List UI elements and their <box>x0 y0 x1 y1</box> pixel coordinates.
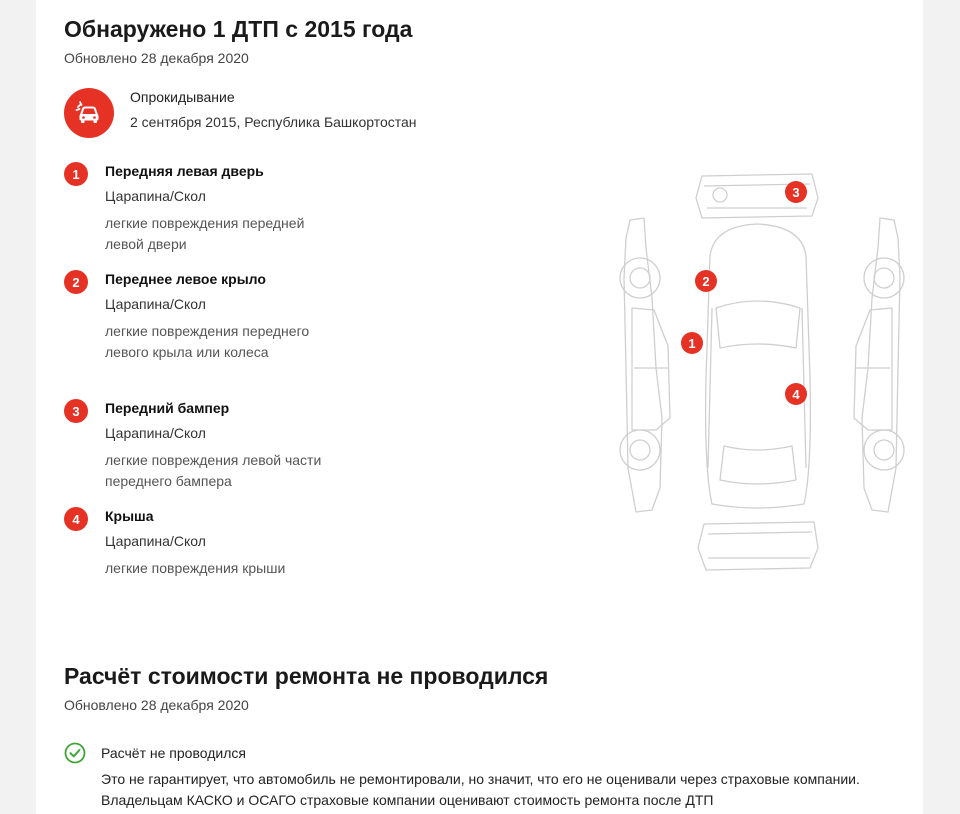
damage-kind: Царапина/Скол <box>105 533 206 549</box>
damage-kind: Царапина/Скол <box>105 188 206 204</box>
damage-title: Передняя левая дверь <box>105 163 264 179</box>
car-crash-icon <box>64 88 114 138</box>
damage-description: легкие повреждения передней левой двери <box>105 215 305 252</box>
repair-title: Расчёт стоимости ремонта не проводился <box>64 663 549 689</box>
diagram-marker-4: 4 <box>792 387 800 402</box>
check-circle-icon <box>64 742 86 764</box>
damage-title: Передний бампер <box>105 400 230 416</box>
repair-check-text: Это не гарантирует, что автомобиль не ремонтировали, но значит, что его не оценивали через страховые компании. Владельцам КАСКО и ОСАГО страховые компании оценивают стоимость ремонта после ДТП <box>101 771 860 808</box>
accidents-title: Обнаружено 1 ДТП с 2015 года <box>64 16 413 42</box>
accident-type: Опрокидывание <box>130 89 235 105</box>
damage-number-badge: 1 <box>64 162 88 186</box>
repair-updated-date: Обновлено 28 декабря 2020 <box>64 697 249 713</box>
damage-description: легкие повреждения переднего левого крыла или колеса <box>105 323 310 360</box>
accidents-updated-date: Обновлено 28 декабря 2020 <box>64 50 249 66</box>
repair-check-label: Расчёт не проводился <box>101 745 246 761</box>
damage-number-badge: 4 <box>64 507 88 531</box>
damage-number-badge: 2 <box>64 270 88 294</box>
damage-title: Крыша <box>105 508 154 524</box>
car-outline-svg <box>612 168 912 578</box>
damage-description: легкие повреждения крыши <box>105 560 286 576</box>
diagram-marker-3: 3 <box>792 185 800 200</box>
damage-kind: Царапина/Скол <box>105 296 206 312</box>
damage-kind: Царапина/Скол <box>105 425 206 441</box>
report-page <box>36 0 923 814</box>
car-damage-diagram <box>612 168 912 578</box>
damage-number-badge: 3 <box>64 399 88 423</box>
damage-title: Переднее левое крыло <box>105 271 266 287</box>
accident-entry <box>64 85 544 137</box>
accident-date-place: 2 сентября 2015, Республика Башкортостан <box>130 114 417 130</box>
diagram-marker-2: 2 <box>702 274 710 289</box>
diagram-marker-1: 1 <box>688 336 696 351</box>
damage-markers <box>681 181 807 405</box>
damage-description: легкие повреждения левой части переднего бампера <box>105 452 322 489</box>
